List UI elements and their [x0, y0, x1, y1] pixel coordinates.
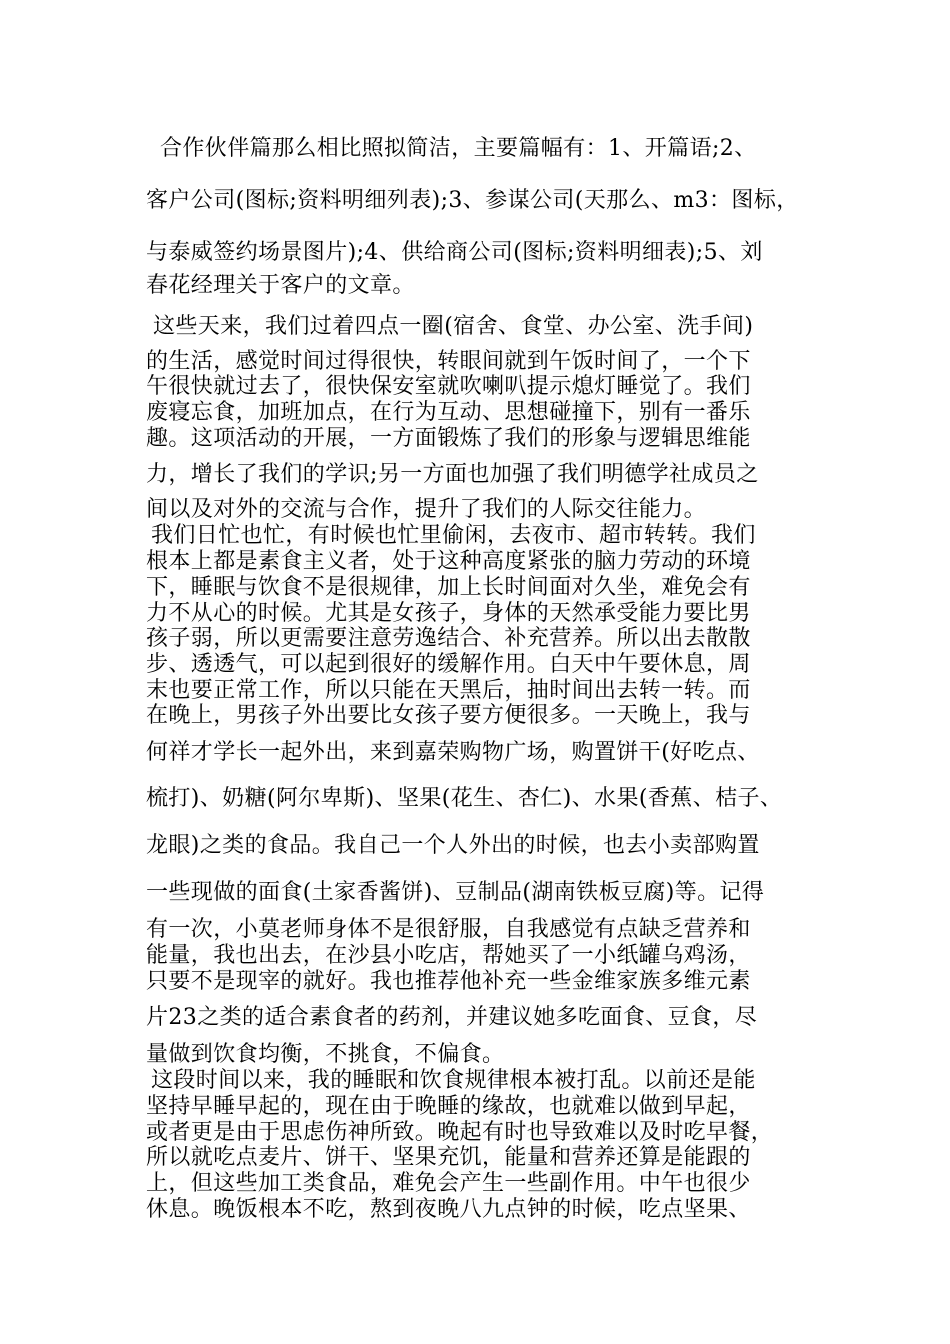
text-line: 力，增长了我们的学识;另一方面也加强了我们明德学社成员之: [146, 462, 759, 487]
text-line: 间以及对外的交流与合作，提升了我们的人际交往能力。: [146, 497, 707, 522]
text-line: 春花经理关于客户的文章。: [146, 273, 415, 298]
text-line: 何祥才学长一起外出，来到嘉荣购物广场，购置饼干(好吃点、: [146, 740, 760, 765]
text-line: 的生活，感觉时间过得很快，转眼间就到午饭时间了，一个下: [146, 349, 751, 374]
text-line: 废寝忘食，加班加点，在行为互动、思想碰撞下，别有一番乐: [146, 400, 751, 425]
text-line: 力不从心的时候。尤其是女孩子，身体的天然承受能力要比男: [146, 601, 751, 626]
text-line: 末也要正常工作，所以只能在天黑后，抽时间出去转一转。而: [146, 678, 751, 703]
text-line: 龙眼)之类的食品。我自己一个人外出的时候，也去小卖部购置: [146, 833, 760, 858]
text-line: 在晚上，男孩子外出要比女孩子要方便很多。一天晚上，我与: [146, 703, 751, 728]
text-line: 午很快就过去了，很快保安室就吹喇叭提示熄灯睡觉了。我们: [146, 374, 751, 399]
text-line: 步、透透气，可以起到很好的缓解作用。白天中午要休息，周: [146, 652, 751, 677]
text-line: 片23之类的适合素食者的药剂，并建议她多吃面食、豆食，尽: [146, 1005, 758, 1030]
text-line: 能量，我也出去，在沙县小吃店，帮她买了一小纸罐乌鸡汤，: [146, 943, 751, 968]
text-line: 有一次，小莫老师身体不是很舒服，自我感觉有点缺乏营养和: [146, 917, 751, 942]
text-line: 坚持早睡早起的，现在由于晚睡的缘故，也就难以做到早起，: [146, 1094, 751, 1119]
text-line: 合作伙伴篇那么相比照拟简洁，主要篇幅有：1、开篇语;2、: [160, 136, 757, 161]
text-line: 所以就吃点麦片、饼干、坚果充饥，能量和营养还算是能跟的: [146, 1145, 751, 1170]
text-line: 趣。这项活动的开展，一方面锻炼了我们的形象与逻辑思维能: [146, 426, 751, 451]
text-line: 下，睡眠与饮食不是很规律，加上长时间面对久坐，难免会有: [146, 575, 751, 600]
text-line: 我们日忙也忙，有时候也忙里偷闲，去夜市、超市转转。我们: [151, 523, 756, 548]
text-line: 孩子弱，所以更需要注意劳逸结合、补充营养。所以出去散散: [146, 626, 751, 651]
text-line: 客户公司(图标;资料明细列表);3、参谋公司(天那么、m3：图标，: [146, 188, 799, 213]
text-line: 根本上都是素食主义者，处于这种高度紧张的脑力劳动的环境: [146, 549, 751, 574]
text-line: 梳打)、奶糖(阿尔卑斯)、坚果(花生、杏仁)、水果(香蕉、桔子、: [146, 786, 783, 811]
text-line: 这段时间以来，我的睡眠和饮食规律根本被打乱。以前还是能: [151, 1068, 756, 1093]
text-line: 上，但这些加工类食品，难免会产生一些副作用。中午也很少: [146, 1171, 751, 1196]
text-line: 一些现做的面食(土家香酱饼)、豆制品(湖南铁板豆腐)等。记得: [146, 880, 765, 905]
text-line: 只要不是现宰的就好。我也推荐他补充一些金维家族多维元素: [146, 969, 751, 994]
text-line: 量做到饮食均衡，不挑食，不偏食。: [146, 1042, 505, 1067]
text-line: 这些天来，我们过着四点一圈(宿舍、食堂、办公室、洗手间): [153, 314, 754, 339]
text-line: 与泰威签约场景图片);4、供给商公司(图标;资料明细表);5、刘: [146, 240, 763, 265]
text-line: 或者更是由于思虑伤神所致。晚起有时也导致难以及时吃早餐，: [146, 1120, 774, 1145]
text-line: 休息。晚饭根本不吃，熬到夜晚八九点钟的时候，吃点坚果、: [146, 1197, 751, 1222]
